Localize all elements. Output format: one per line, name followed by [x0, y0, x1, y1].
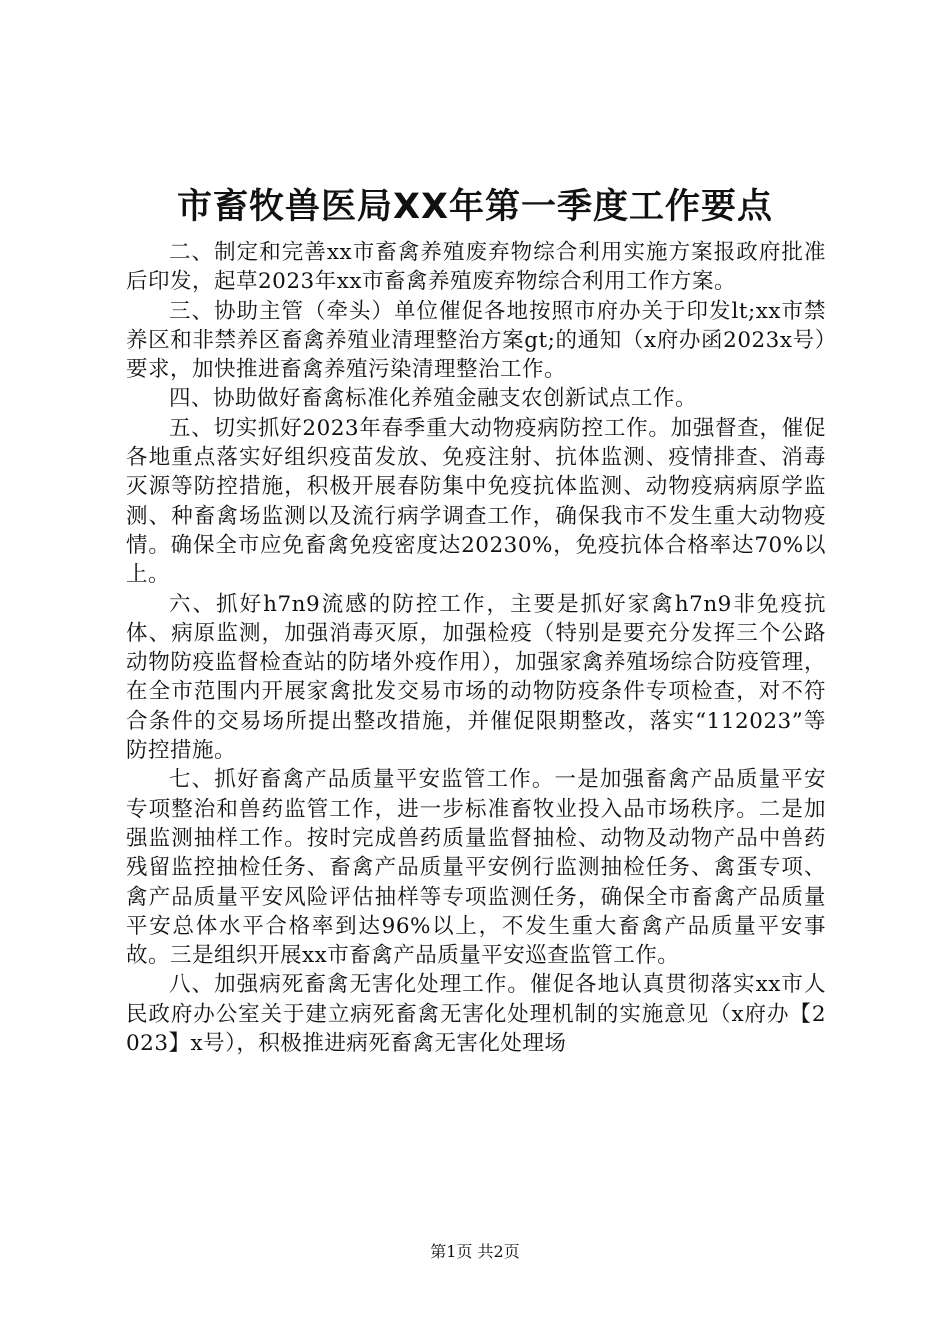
paragraph-5: 五、切实抓好2023年春季重大动物疫病防控工作。加强督查，催促各地重点落实好组织疫苗发放、免疫注射、抗体监测、疫情排查、消毒灭源等防控措施，积极开展春防集中免疫抗体监测、动物疫病病原学监测、种畜禽场监测以及流行病学调查工作，确保我市不发生重大动物疫情。确保全市应免畜禽免疫密度达20230%，免疫抗体合格率达70%以上。 [126, 415, 826, 588]
document-body [126, 238, 826, 1058]
paragraph-4: 四、协助做好畜禽标准化养殖金融支农创新试点工作。 [169, 386, 698, 412]
paragraph-8: 八、加强病死畜禽无害化处理工作。催促各地认真贯彻落实xx市人民政府办公室关于建立病死畜禽无害化处理机制的实施意见（x府办【2023】x号），积极推进病死畜禽无害化处理场 [126, 972, 826, 1057]
paragraph-7: 七、抓好畜禽产品质量平安监管工作。一是加强畜禽产品质量平安专项整治和兽药监管工作，进一步标准畜牧业投入品市场秩序。二是加强监测抽样工作。按时完成兽药质量监督抽检、动物及动物产品中兽药残留监控抽检任务、畜禽产品质量平安例行监测抽检任务、禽蛋专项、禽产品质量平安风险评估抽样等专项监测任务，确保全市畜禽产品质量平安总体水平合格率到达96%以上，不发生重大畜禽产品质量平安事故。三是组织开展xx市畜禽产品质量平安巡查监管工作。 [126, 767, 826, 969]
paragraph-6: 六、抓好h7n9流感的防控工作，主要是抓好家禽h7n9非免疫抗体、病原监测，加强消毒灭原，加强检疫（特别是要充分发挥三个公路动物防疫监督检查站的防堵外疫作用），加强家禽养殖场综合防疫管理，在全市范围内开展家禽批发交易市场的动物防疫条件专项检查，对不符合条件的交易场所提出整改措施，并催促限期整改，落实“112023”等防控措施。 [126, 591, 826, 764]
page-number-footer: 第1页 共2页 [430, 1242, 520, 1261]
paragraph-2: 二、制定和完善xx市畜禽养殖废弃物综合利用实施方案报政府批准后印发，起草2023年xx市畜禽养殖废弃物综合利用工作方案。 [126, 240, 826, 295]
paragraph-3: 三、协助主管（牵头）单位催促各地按照市府办关于印发lt;xx市禁养区和非禁养区畜禽养殖业清理整治方案gt;的通知（x府办函2023x号）要求，加快推进畜禽养殖污染清理整治工作。 [126, 298, 826, 383]
document-title: 市畜牧兽医局XX年第一季度工作要点 [177, 187, 773, 227]
